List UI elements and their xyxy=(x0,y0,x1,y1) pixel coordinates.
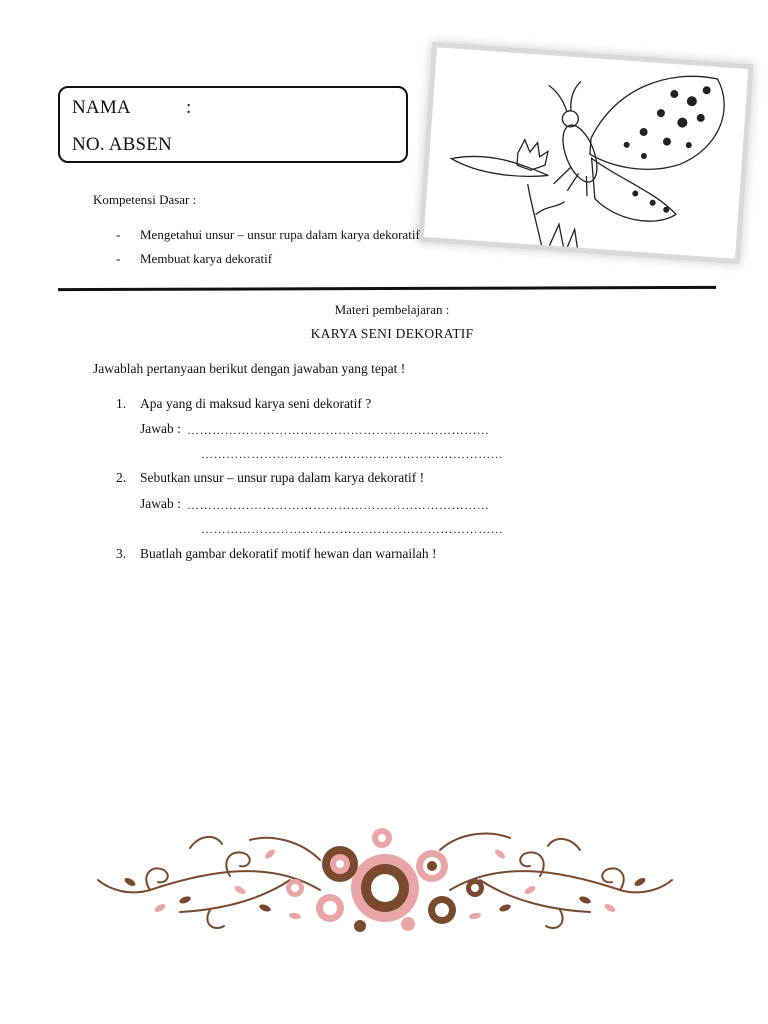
question-3-number: 3. xyxy=(116,546,127,561)
section-divider xyxy=(58,286,716,291)
question-2-number: 2. xyxy=(116,470,127,485)
question-2-answer-line-1[interactable]: ……………………………………………………………… xyxy=(187,498,490,512)
question-2-answer-label: Jawab : xyxy=(140,496,181,511)
kompetensi-item-2: Membuat karya dekoratif xyxy=(140,251,273,266)
materi-label: Materi pembelajaran : xyxy=(334,302,450,317)
question-3-text: Buatlah gambar dekoratif motif hewan dan warnailah ! xyxy=(140,546,437,561)
kompetensi-bullet-1: - xyxy=(116,227,121,242)
identity-box xyxy=(58,86,408,163)
butterfly-icon xyxy=(424,47,748,258)
name-label: NAMA xyxy=(72,97,131,118)
kompetensi-item-1: Mengetahui unsur – unsur rupa dalam karya dekoratif xyxy=(140,227,420,242)
instruction-text: Jawablah pertanyaan berikut dengan jawaban yang tepat ! xyxy=(93,361,406,376)
absen-label: NO. ABSEN xyxy=(72,134,172,155)
question-1-number: 1. xyxy=(116,396,127,411)
materi-title: KARYA SENI DEKORATIF xyxy=(310,326,474,341)
question-1-answer-label: Jawab : xyxy=(140,421,181,436)
question-2-answer-line-2[interactable]: ……………………………………………………………… xyxy=(201,522,504,536)
kompetensi-bullet-2: - xyxy=(116,251,121,266)
name-colon: : xyxy=(186,97,192,118)
kompetensi-heading: Kompetensi Dasar : xyxy=(93,192,197,207)
question-1-answer-line-1[interactable]: ……………………………………………………………… xyxy=(187,423,490,437)
question-1-answer-line-2[interactable]: ……………………………………………………………… xyxy=(201,447,504,461)
butterfly-illustration-frame xyxy=(424,47,748,258)
question-1-text: Apa yang di maksud karya seni dekoratif ? xyxy=(140,396,372,411)
floral-ornament-icon xyxy=(90,820,680,940)
question-2-text: Sebutkan unsur – unsur rupa dalam karya dekoratif ! xyxy=(140,470,425,485)
